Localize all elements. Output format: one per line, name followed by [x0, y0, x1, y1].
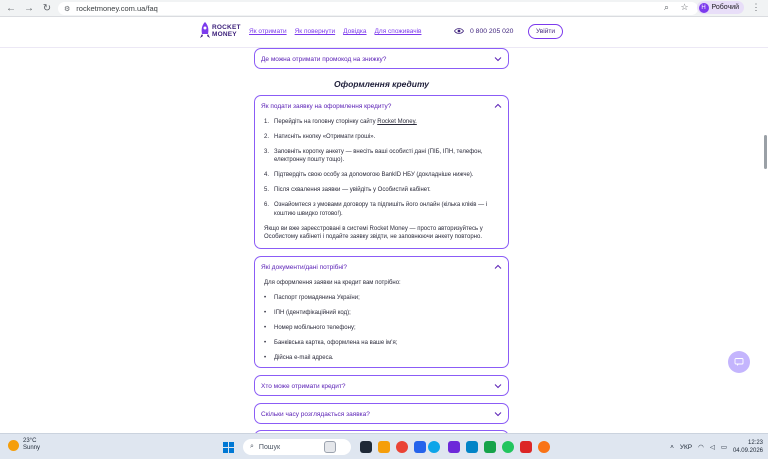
list-item-text: Банківська картка, оформлена на ваше ім'я; [274, 340, 398, 346]
forward-icon[interactable]: → [24, 2, 34, 14]
chevron-down-icon [494, 382, 502, 390]
faq-content [0, 48, 768, 433]
step-item [264, 201, 499, 218]
chevron-down-icon [494, 410, 502, 418]
phone-number[interactable]: 0 800 205 020 [470, 28, 514, 35]
teams-icon[interactable] [448, 441, 460, 453]
site-info-icon[interactable]: ⚙ [64, 5, 71, 13]
bullet-icon: • [264, 295, 267, 301]
accessibility-eye-icon[interactable] [454, 27, 464, 35]
faq-answer [255, 277, 508, 375]
profile-button[interactable] [697, 1, 744, 14]
chat-button[interactable] [728, 351, 750, 373]
bullet-icon: • [264, 325, 267, 331]
faq-item-header[interactable] [255, 49, 508, 69]
step-item [264, 118, 499, 126]
app-icon[interactable] [414, 441, 426, 453]
chat-bubble-icon [734, 357, 744, 367]
task-view-icon[interactable] [360, 441, 372, 453]
clock-time: 12:23 [747, 440, 763, 446]
chrome-icon[interactable] [396, 441, 408, 453]
app-icon-red[interactable] [520, 441, 532, 453]
edge-icon[interactable] [428, 441, 440, 453]
bullet-icon: • [264, 310, 267, 316]
faq-item-documents[interactable] [254, 256, 509, 368]
login-button[interactable]: Увійти [528, 24, 563, 39]
faq-question: Де можна отримати промокод на знижку? [261, 55, 387, 63]
faq-item-review-time[interactable] [254, 403, 509, 424]
chevron-down-icon [494, 55, 502, 63]
reload-icon[interactable]: ↻ [42, 2, 52, 14]
url-text: rocketmoney.com.ua/faq [76, 4, 158, 13]
speaker-icon[interactable]: ◁ [709, 444, 715, 451]
weather-widget[interactable] [8, 438, 40, 452]
battery-icon[interactable]: ▭ [720, 444, 727, 451]
language-indicator[interactable]: УКР [679, 443, 693, 451]
step-text: Після схвалення заявки — увійдіть у Особистий кабінет. [274, 187, 431, 194]
nav-link-consumers[interactable]: Для споживачів [374, 28, 422, 35]
list-item [264, 354, 499, 362]
logo-line2: MONEY [212, 31, 237, 38]
weather-text [23, 438, 40, 452]
faq-item-who-can-get[interactable] [254, 375, 509, 396]
step-text: Заповніть коротку анкету — внесіть ваші особисті дані (ПІБ, ІПН, телефон, електронну пошту тощо). [274, 149, 483, 164]
logo-text [212, 24, 241, 38]
rocket-logo-icon [200, 22, 210, 40]
search-icon: ⌕ [250, 443, 254, 450]
bookmark-star-icon[interactable]: ☆ [680, 2, 689, 12]
list-item-text: Дійсна e-mail адреса. [274, 355, 334, 361]
step-item [264, 186, 499, 194]
step-number: 5. [264, 187, 270, 194]
nav-link-how-to-repay[interactable]: Як повернути [294, 28, 336, 35]
list-item [264, 339, 499, 347]
browser-actions [661, 1, 762, 14]
system-tray [670, 439, 763, 455]
step-text: Ознайомтеся з умовами договору та підпишіть його онлайн (кілька кліків — і коштию швидко готово!). [274, 202, 488, 217]
section-title: Оформлення кредиту [333, 79, 430, 89]
step-item [264, 148, 499, 165]
list-item [264, 309, 499, 317]
step-text: Підтвердіть свою особу за допомогою BankID НБУ (докладніше нижче). [274, 172, 474, 179]
faq-item-promo[interactable] [254, 48, 509, 69]
search-label: Пошук [258, 443, 281, 451]
faq-answer [255, 116, 508, 248]
app-thumbnail-icon[interactable] [324, 441, 336, 453]
bullet-icon: • [264, 355, 267, 361]
scrollbar-thumb[interactable] [764, 135, 767, 169]
chevron-up-icon [494, 102, 502, 110]
step-text [274, 118, 499, 126]
step-number: 3. [264, 149, 270, 155]
faq-item-how-to-apply[interactable] [254, 95, 509, 249]
chrome-active-icon[interactable] [538, 441, 550, 453]
step-text: Натисніть кнопку «Отримати гроші». [274, 134, 376, 140]
list-item [264, 324, 499, 332]
faq-question: Як подати заявку на оформлення кредиту? [261, 102, 392, 110]
step-number: 2. [264, 134, 270, 140]
list-item-text: Паспорт громадянина України; [274, 295, 360, 301]
main-nav [249, 28, 421, 35]
whatsapp-icon[interactable] [502, 441, 514, 453]
faq-question: Які документи/дані потрібні? [261, 263, 348, 271]
faq-item-header[interactable] [255, 376, 508, 396]
weather-temperature: 23°C [23, 438, 37, 444]
sun-icon [8, 440, 19, 451]
logo-line1: ROCKET [212, 24, 241, 31]
browser-toolbar [0, 0, 768, 17]
step-number: 4. [264, 172, 270, 179]
step-item [264, 171, 499, 179]
list-item-text: Номер мобільного телефону; [274, 325, 356, 331]
nav-link-help[interactable]: Довідка [343, 28, 367, 35]
step-text-part: Перейдіть на головну сторінку сайту [274, 119, 378, 125]
app-icon-green[interactable] [484, 441, 496, 453]
start-button-icon[interactable] [223, 442, 234, 453]
step-number: 6. [264, 202, 270, 209]
chevron-up-icon [494, 263, 502, 271]
faq-item-header[interactable] [255, 257, 508, 277]
clock[interactable] [733, 439, 763, 455]
zoom-icon[interactable]: ⌕ [663, 2, 670, 12]
nav-link-how-to-get[interactable]: Як отримати [249, 28, 287, 35]
faq-question: Хто може отримати кредит? [261, 382, 346, 390]
rocket-money-link[interactable]: Rocket Money. [377, 119, 417, 125]
profile-avatar: Н [699, 3, 709, 13]
windows-taskbar [0, 433, 768, 459]
menu-icon[interactable]: ⋮ [751, 2, 761, 12]
address-bar[interactable] [58, 2, 698, 15]
faq-question: Скільки часу розглядається заявка? [261, 410, 370, 418]
list-item-text: ІПН (ідентифікаційний код); [274, 310, 351, 316]
clock-date: 04.09.2026 [732, 448, 763, 454]
faq-item-header[interactable] [255, 404, 508, 424]
file-explorer-icon[interactable] [378, 441, 390, 453]
back-icon[interactable]: ← [6, 2, 16, 14]
faq-item-header[interactable] [255, 96, 508, 116]
weather-condition: Sunny [23, 445, 41, 451]
wifi-icon[interactable]: ◠ [698, 444, 704, 451]
chevron-up-tray-icon[interactable]: ˄ [670, 443, 674, 451]
step-item [264, 133, 499, 141]
step-number: 1. [264, 119, 270, 125]
answer-note: Якщо ви вже зареєстровані в системі Rocket Money — просто авторизуйтесь у Особистому кабінеті і подайте заявку звідти, не заповнюючи анкету повторно. [264, 225, 483, 241]
profile-label: Робочий [711, 4, 739, 11]
site-logo[interactable] [200, 22, 241, 40]
bullet-icon: • [264, 340, 267, 346]
site-header [0, 18, 768, 48]
answer-intro: Для оформлення заявки на кредит вам потрібно: [264, 280, 401, 286]
list-item [264, 294, 499, 302]
store-icon[interactable] [466, 441, 478, 453]
